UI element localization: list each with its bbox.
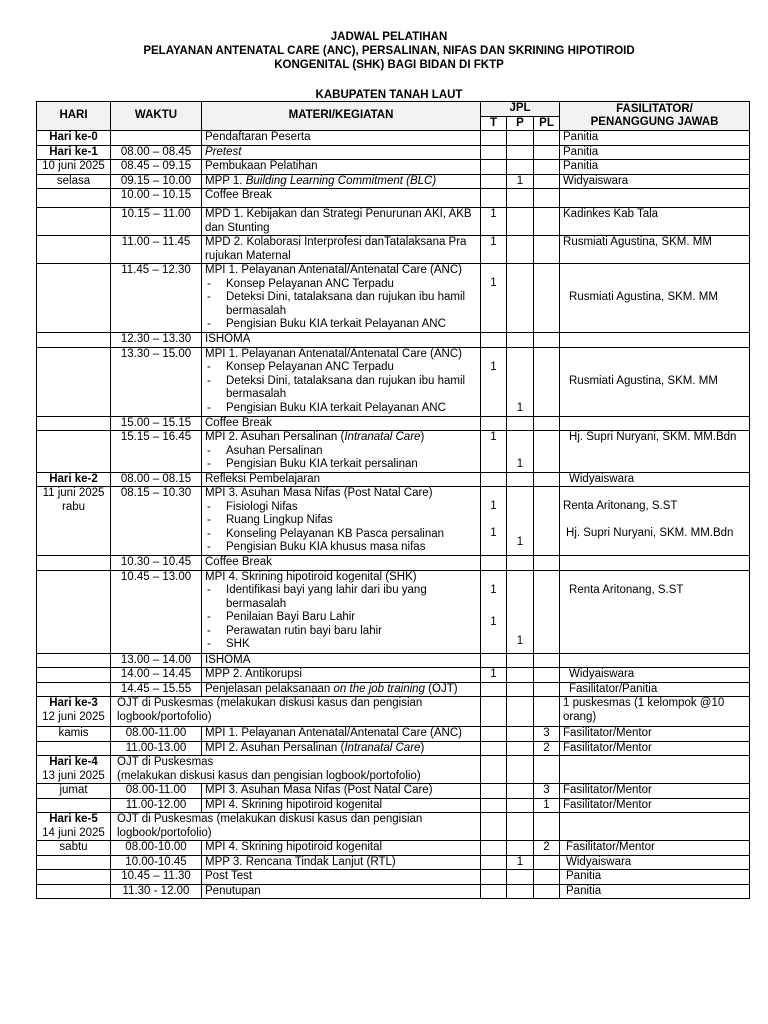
bullet-item: - Konsep Pelayanan ANC Terpadu <box>207 361 394 373</box>
jpl-p: 1 <box>507 174 534 189</box>
activity: Penjelasan pelaksanaan on the job training (OJT) <box>202 682 481 697</box>
facilitator: Rusmiati Agustina, SKM. MM <box>560 236 750 264</box>
facilitator: Fasilitator/Mentor <box>560 741 750 756</box>
time: 10.30 – 10.45 <box>111 556 202 571</box>
header-jpl-t: T <box>481 116 507 131</box>
bullet-item: - Pengisian Buku KIA terkait Pelayanan ANC <box>207 318 446 330</box>
activity: OJT di Puskesmas (melakukan diskusi kasus dan pengisian logbook/portofolio) <box>111 697 481 727</box>
time: 08.15 – 10.30 <box>111 487 202 556</box>
facilitator: Fasilitator/Mentor <box>560 798 750 813</box>
table-row <box>37 741 750 756</box>
table-row <box>37 570 750 653</box>
bullet-item: - Perawatan rutin bayi baru lahir <box>207 624 382 637</box>
activity: MPI 3. Asuhan Masa Nifas (Post Natal Care) - Fisiologi Nifas - Ruang Lingkup Nifas - Konseling Pelayanan KB Pasca persalinan - Pengisian Buku KIA khusus masa nifas <box>202 487 481 556</box>
time: 09.15 – 10.00 <box>111 174 202 189</box>
day-date: 11 juni 2025 rabu <box>37 487 111 556</box>
activity: MPI 1. Pelayanan Antenatal/Antenatal Care (ANC) - Konsep Pelayanan ANC Terpadu - Deteksi Dini, tatalaksana dan rujukan ibu hamil bermasalah - Pengisian Buku KIA terkait Pelayanan ANC <box>202 264 481 333</box>
facilitator: Renta Aritonang, S.ST Hj. Supri Nuryani, SKM. MM.Bdn <box>560 487 750 556</box>
bullet-item: - Pengisian Buku KIA terkait Pelayanan ANC <box>207 401 446 414</box>
table-row <box>37 416 750 431</box>
activity: Pretest <box>202 145 481 160</box>
time: 08.00 – 08.45 <box>111 145 202 160</box>
table-row <box>37 236 750 264</box>
table-row <box>37 798 750 813</box>
facilitator: Fasilitator/Panitia <box>560 682 750 697</box>
jpl-pl: 2 <box>534 841 560 856</box>
activity: MPP 1. Building Learning Commitment (BLC) <box>202 174 481 189</box>
day-date: 10 juni 2025 <box>37 160 111 175</box>
facilitator: Widyaiswara <box>560 472 750 487</box>
bullet-item: - Ruang Lingkup Nifas <box>207 514 333 526</box>
facilitator: Panitia <box>560 870 750 885</box>
activity: MPI 1. Pelayanan Antenatal/Antenatal Care (ANC) <box>202 727 481 742</box>
day-label: Hari ke-5 14 juni 2025 <box>37 813 111 841</box>
activity: MPD 2. Kolaborasi Interprofesi danTatalaksana Pra rujukan Maternal <box>202 236 481 264</box>
time: 08.00-10.00 <box>111 841 202 856</box>
jpl-p: 1 <box>507 347 534 416</box>
table-row <box>37 264 750 333</box>
bullet-item: - Deteksi Dini, tatalaksana dan rujukan ibu hamil bermasalah <box>207 291 466 317</box>
time: 11.00 – 11.45 <box>111 236 202 264</box>
bullet-item: - Fisiologi Nifas <box>207 500 298 513</box>
jpl-pl: 1 <box>534 798 560 813</box>
table-row <box>37 784 750 799</box>
activity: Pembukaan Pelatihan <box>202 160 481 175</box>
facilitator: Panitia <box>560 884 750 899</box>
table-row <box>37 697 750 727</box>
bullet-item: - SHK <box>207 638 250 650</box>
facilitator: Renta Aritonang, S.ST <box>560 570 750 653</box>
bullet-item: - Pengisian Buku KIA khusus masa nifas <box>207 541 426 553</box>
jpl-t: 1 <box>481 208 507 236</box>
table-header-row <box>37 102 750 117</box>
table-row <box>37 174 750 189</box>
bullet-item: - Pengisian Buku KIA terkait persalinan <box>207 458 418 470</box>
time: 11.45 – 12.30 <box>111 264 202 333</box>
jpl-t: 1 <box>481 264 507 333</box>
table-row <box>37 841 750 856</box>
time: 11.30 - 12.00 <box>111 884 202 899</box>
table-row <box>37 727 750 742</box>
time: 10.45 – 11.30 <box>111 870 202 885</box>
table-row <box>37 756 750 784</box>
day-weekday: jumat <box>37 784 111 799</box>
facilitator: Panitia <box>560 160 750 175</box>
activity: Penutupan <box>202 884 481 899</box>
jpl-pl: 3 <box>534 727 560 742</box>
activity: Coffee Break <box>202 556 481 571</box>
facilitator: Hj. Supri Nuryani, SKM. MM.Bdn <box>560 431 750 473</box>
activity: MPD 1. Kebijakan dan Strategi Penurunan AKI, AKB dan Stunting <box>202 208 481 236</box>
jpl-t: 1 <box>481 431 507 473</box>
table-row <box>37 333 750 348</box>
day-label: Hari ke-0 <box>49 131 98 143</box>
activity: MPI 2. Asuhan Persalinan (Intranatal Care) - Asuhan Persalinan - Pengisian Buku KIA terkait persalinan <box>202 431 481 473</box>
table-row <box>37 208 750 236</box>
title-line-2: PELAYANAN ANTENATAL CARE (ANC), PERSALINAN, NIFAS DAN SKRINING HIPOTIROID <box>143 45 635 57</box>
table-row <box>37 870 750 885</box>
activity: MPI 2. Asuhan Persalinan (Intranatal Care) <box>202 741 481 756</box>
title-line-4: KABUPATEN TANAH LAUT <box>315 89 463 101</box>
facilitator: Widyaiswara <box>560 855 750 870</box>
time: 12.30 – 13.30 <box>111 333 202 348</box>
facilitator: Rusmiati Agustina, SKM. MM <box>560 347 750 416</box>
table-row <box>37 556 750 571</box>
activity: MPI 4. Skrining hipotiroid kogenital <box>202 841 481 856</box>
time: 10.45 – 13.00 <box>111 570 202 653</box>
bullet-item: - Konsep Pelayanan ANC Terpadu <box>207 277 394 290</box>
day-weekday: sabtu <box>37 841 111 856</box>
facilitator: Rusmiati Agustina, SKM. MM <box>560 264 750 333</box>
day-label: Hari ke-4 13 juni 2025 <box>37 756 111 784</box>
day-label: Hari ke-1 <box>49 145 98 158</box>
time: 15.15 – 16.45 <box>111 431 202 473</box>
activity: ISHOMA <box>202 333 481 348</box>
table-row <box>37 653 750 668</box>
facilitator: Kadinkes Kab Tala <box>560 208 750 236</box>
day-weekday: selasa <box>37 174 111 189</box>
jpl-t: 1 <box>481 347 507 416</box>
jpl-t: 1 1 <box>481 570 507 653</box>
time: 08.00-11.00 <box>111 784 202 799</box>
table-row <box>37 884 750 899</box>
table-row <box>37 131 750 146</box>
table-row <box>37 682 750 697</box>
table-row <box>37 472 750 487</box>
table-row <box>37 813 750 841</box>
time: 13.00 – 14.00 <box>111 653 202 668</box>
activity: Post Test <box>202 870 481 885</box>
day-label: Hari ke-3 12 juni 2025 <box>37 697 111 727</box>
table-row <box>37 160 750 175</box>
bullet-item: - Deteksi Dini, tatalaksana dan rujukan ibu hamil bermasalah <box>207 374 466 400</box>
time: 10.00 – 10.15 <box>111 189 202 208</box>
jpl-p: 1 <box>507 855 534 870</box>
day-label: Hari ke-2 <box>49 472 98 485</box>
bullet-item: - Asuhan Persalinan <box>207 444 323 457</box>
day-weekday: kamis <box>37 727 111 742</box>
table-row <box>37 668 750 683</box>
header-jpl-pl: PL <box>534 116 560 131</box>
jpl-t: 1 <box>481 236 507 264</box>
activity: OJT di Puskesmas (melakukan diskusi kasus dan pengisian logbook/portofolio) <box>111 756 481 784</box>
activity: Coffee Break <box>202 189 481 208</box>
activity: MPP 2. Antikorupsi <box>202 668 481 683</box>
bullet-item: - Identifikasi bayi yang lahir dari ibu yang bermasalah <box>207 584 427 610</box>
time: 11.00-13.00 <box>111 741 202 756</box>
facilitator: Fasilitator/Mentor <box>560 784 750 799</box>
jpl-p: 1 <box>507 487 534 556</box>
time: 08.00 – 08.15 <box>111 472 202 487</box>
header-jpl-p: P <box>507 116 534 131</box>
activity: ISHOMA <box>202 653 481 668</box>
activity: MPI 3. Asuhan Masa Nifas (Post Natal Care) <box>202 784 481 799</box>
activity: MPI 4. Skrining hipotiroid kogenital <box>202 798 481 813</box>
header-hari: HARI <box>37 102 111 131</box>
activity: OJT di Puskesmas (melakukan diskusi kasus dan pengisian logbook/portofolio) <box>111 813 481 841</box>
title-line-3: KONGENITAL (SHK) BAGI BIDAN DI FKTP <box>274 59 504 71</box>
facilitator: 1 puskesmas (1 kelompok @10 orang) <box>560 697 750 727</box>
jpl-pl: 3 <box>534 784 560 799</box>
time: 08.00-11.00 <box>111 727 202 742</box>
header-waktu: WAKTU <box>111 102 202 131</box>
facilitator: Fasilitator/Mentor <box>560 841 750 856</box>
time: 10.00-10.45 <box>111 855 202 870</box>
time: 15.00 – 15.15 <box>111 416 202 431</box>
time: 11.00-12.00 <box>111 798 202 813</box>
table-row <box>37 347 750 416</box>
time: 08.45 – 09.15 <box>111 160 202 175</box>
facilitator: Widyaiswara <box>560 174 750 189</box>
activity: MPI 4. Skrining hipotiroid kogenital (SHK) - Identifikasi bayi yang lahir dari ibu yang bermasalah - Penilaian Bayi Baru Lahir - Perawatan rutin bayi baru lahir - SHK <box>202 570 481 653</box>
activity: MPP 3. Rencana Tindak Lanjut (RTL) <box>202 855 481 870</box>
title-line-1: JADWAL PELATIHAN <box>330 31 448 43</box>
facilitator: Widyaiswara <box>560 668 750 683</box>
table-row <box>37 189 750 208</box>
activity: Pendaftaran Peserta <box>202 131 481 146</box>
jpl-t: 1 1 <box>481 487 507 556</box>
time: 14.45 – 15.55 <box>111 682 202 697</box>
header-materi: MATERI/KEGIATAN <box>202 102 481 131</box>
header-jpl: JPL <box>481 102 560 117</box>
jpl-t: 1 <box>481 668 507 683</box>
activity: Refleksi Pembelajaran <box>202 472 481 487</box>
activity: Coffee Break <box>202 416 481 431</box>
header-fasilitator: FASILITATOR/ PENANGGUNG JAWAB <box>560 102 750 131</box>
time: 14.00 – 14.45 <box>111 668 202 683</box>
table-row <box>37 487 750 556</box>
jpl-pl: 2 <box>534 741 560 756</box>
time: 13.30 – 15.00 <box>111 347 202 416</box>
activity: MPI 1. Pelayanan Antenatal/Antenatal Care (ANC) - Konsep Pelayanan ANC Terpadu - Deteksi Dini, tatalaksana dan rujukan ibu hamil bermasalah - Pengisian Buku KIA terkait Pelayanan ANC <box>202 347 481 416</box>
bullet-item: - Penilaian Bayi Baru Lahir <box>207 611 356 623</box>
time: 10.15 – 11.00 <box>111 208 202 236</box>
table-row <box>37 145 750 160</box>
facilitator: Fasilitator/Mentor <box>560 727 750 742</box>
facilitator: Panitia <box>560 145 750 160</box>
table-row <box>37 431 750 473</box>
table-row <box>37 855 750 870</box>
schedule-table <box>36 101 750 899</box>
jpl-p: 1 <box>507 570 534 653</box>
bullet-item: - Konseling Pelayanan KB Pasca persalinan <box>207 527 445 540</box>
jpl-p: 1 <box>507 431 534 473</box>
document-title <box>0 30 768 102</box>
facilitator: Panitia <box>560 131 750 146</box>
